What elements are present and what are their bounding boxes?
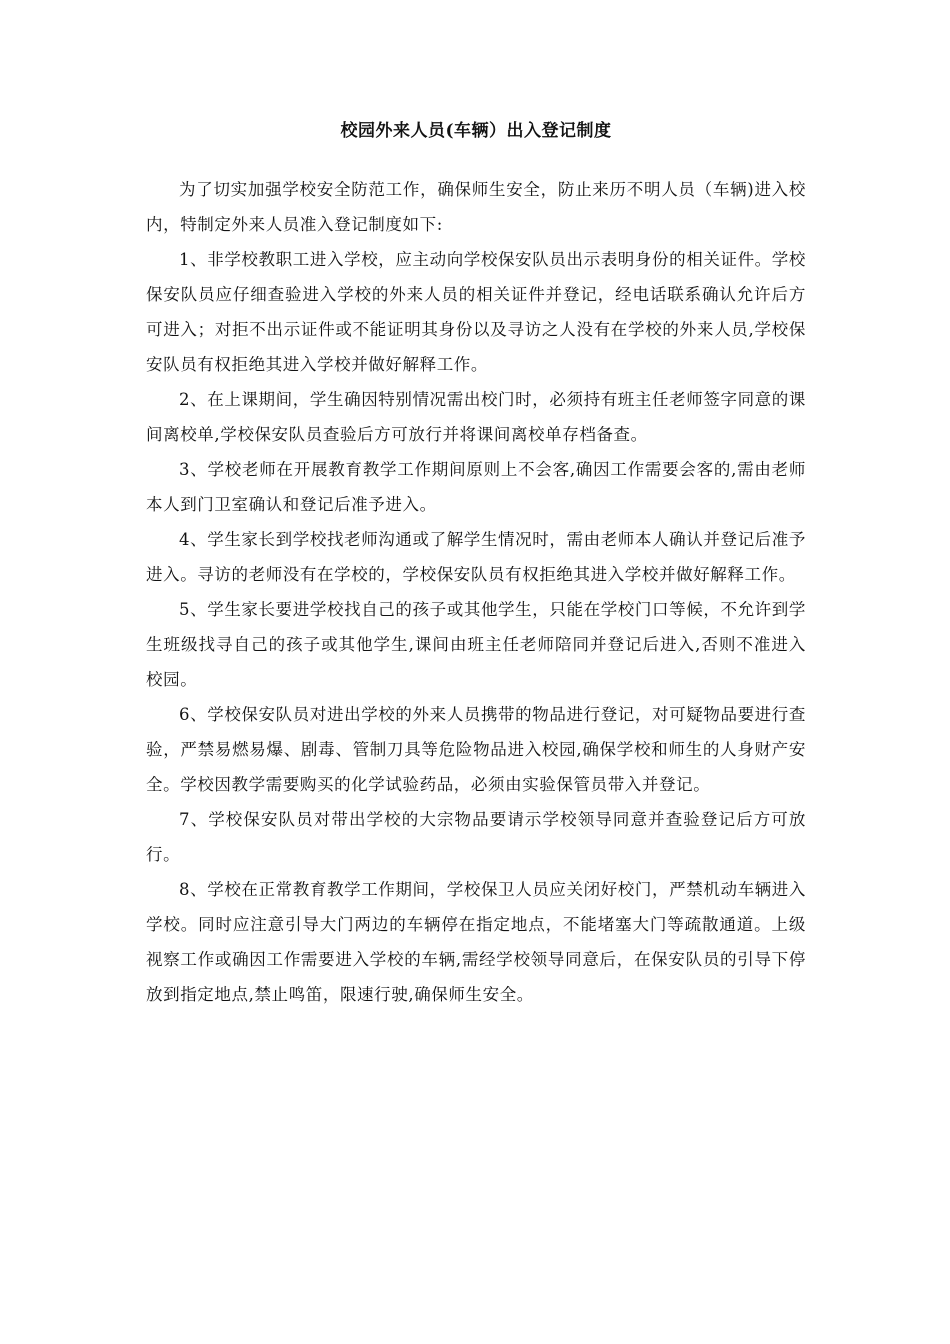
- paragraph-rule-4: 4、学生家长到学校找老师沟通或了解学生情况时，需由老师本人确认并登记后准予进入。寻访的老师没有在学校的，学校保安队员有权拒绝其进入学校并做好解释工作。: [146, 530, 806, 584]
- paragraph-rule-7: 7、学校保安队员对带出学校的大宗物品要请示学校领导同意并查验登记后方可放行。: [146, 810, 806, 864]
- document-body: [146, 118, 806, 1012]
- paragraph-intro: 为了切实加强学校安全防范工作，确保师生安全，防止来历不明人员（车辆)进入校内，特制定外来人员准入登记制度如下:: [146, 180, 806, 234]
- paragraph-rule-1: 1、非学校教职工进入学校，应主动向学校保安队员出示表明身份的相关证件。学校保安队员应仔细查验进入学校的外来人员的相关证件并登记，经电话联系确认允许后方可进入；对拒不出示证件或不能证明其身份以及寻访之人没有在学校的外来人员,学校保安队员有权拒绝其进入学校并做好解释工作。: [146, 250, 806, 374]
- paragraph-rule-5: 5、学生家长要进学校找自己的孩子或其他学生，只能在学校门口等候，不允许到学生班级找寻自己的孩子或其他学生,课间由班主任老师陪同并登记后进入,否则不准进入校园。: [146, 600, 806, 689]
- paragraph-rule-3: 3、学校老师在开展教育教学工作期间原则上不会客,确因工作需要会客的,需由老师本人到门卫室确认和登记后准予进入。: [146, 460, 806, 514]
- document-title: 校园外来人员(车辆）出入登记制度: [340, 121, 612, 141]
- paragraph-rule-6: 6、学校保安队员对进出学校的外来人员携带的物品进行登记，对可疑物品要进行查验，严禁易燃易爆、剧毒、管制刀具等危险物品进入校园,确保学校和师生的人身财产安全。学校因教学需要购买的化学试验药品，必须由实验保管员带入并登记。: [146, 705, 806, 794]
- paragraph-rule-2: 2、在上课期间，学生确因特别情况需出校门时，必须持有班主任老师签字同意的课间离校单,学校保安队员查验后方可放行并将课间离校单存档备查。: [146, 390, 806, 444]
- paragraph-rule-8: 8、学校在正常教育教学工作期间，学校保卫人员应关闭好校门，严禁机动车辆进入学校。同时应注意引导大门两边的车辆停在指定地点，不能堵塞大门等疏散通道。上级视察工作或确因工作需要进入学校的车辆,需经学校领导同意后，在保安队员的引导下停放到指定地点,禁止鸣笛，限速行驶,确保师生安全。: [146, 880, 806, 1004]
